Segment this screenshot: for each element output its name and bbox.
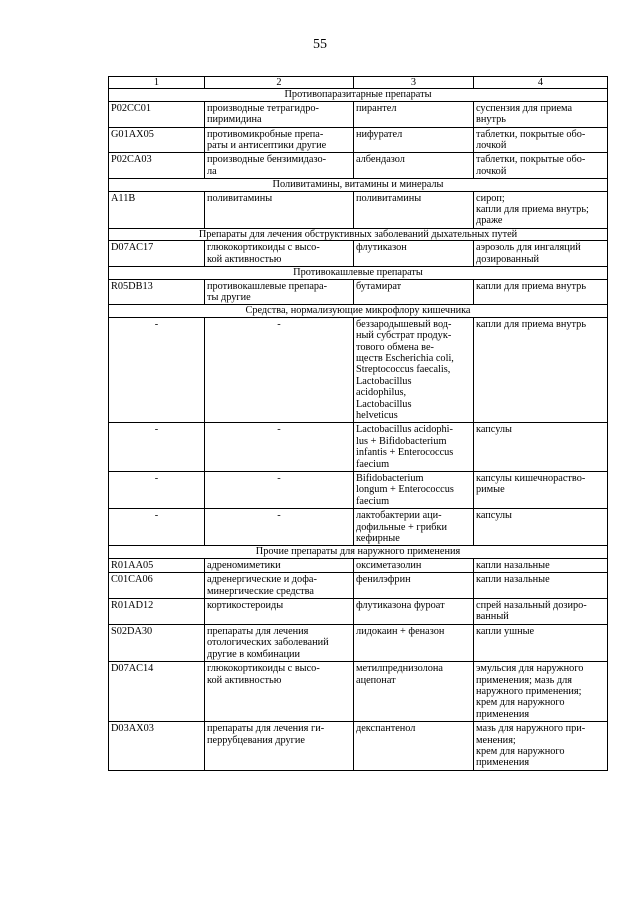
atc-code-cell: D07AC17 <box>109 241 205 267</box>
table-row <box>109 509 608 546</box>
dosage-form-cell: мазь для наружного при- менения; крем для наружного применения <box>474 722 608 771</box>
dosage-form-cell: капли для приема внутрь <box>474 279 608 305</box>
table-row <box>109 599 608 625</box>
table-row <box>109 472 608 509</box>
pharm-group-cell: кортикостероиды <box>205 599 354 625</box>
dosage-form-cell: сироп; капли для приема внутрь; драже <box>474 191 608 228</box>
column-header: 3 <box>354 77 474 89</box>
pharm-group-cell: адреномиметики <box>205 558 354 572</box>
pharm-group-cell: - <box>205 423 354 472</box>
table-row <box>109 558 608 572</box>
section-title: Препараты для лечения обструктивных заболеваний дыхательных путей <box>109 228 608 240</box>
dosage-form-cell: капсулы кишечнораство- римые <box>474 472 608 509</box>
atc-code-cell: P02CC01 <box>109 101 205 127</box>
section-title: Противокашлевые препараты <box>109 267 608 279</box>
table-row <box>109 624 608 661</box>
pharm-group-cell: - <box>205 317 354 423</box>
pharm-group-cell: глюкокортикоиды с высо- кой активностью <box>205 241 354 267</box>
dosage-form-cell: капли для приема внутрь <box>474 317 608 423</box>
pharm-group-cell: противокашлевые препара- ты другие <box>205 279 354 305</box>
column-header: 4 <box>474 77 608 89</box>
pharm-group-cell: производные тетрагидро- пиримидина <box>205 101 354 127</box>
column-header: 2 <box>205 77 354 89</box>
column-header: 1 <box>109 77 205 89</box>
pharm-group-cell: препараты для лечения отологических заболеваний другие в комбинации <box>205 624 354 661</box>
pharm-group-cell: противомикробные препа- раты и антисептики другие <box>205 127 354 153</box>
atc-code-cell: D03AX03 <box>109 722 205 771</box>
atc-code-cell: A11B <box>109 191 205 228</box>
section-title: Поливитамины, витамины и минералы <box>109 179 608 191</box>
substance-cell: фенилэфрин <box>354 573 474 599</box>
table-row <box>109 127 608 153</box>
section-row <box>109 89 608 101</box>
substance-cell: флутиказона фуроат <box>354 599 474 625</box>
atc-code-cell: C01CA06 <box>109 573 205 599</box>
pharm-group-cell: адренергические и дофа- минергические средства <box>205 573 354 599</box>
substance-cell: оксиметазолин <box>354 558 474 572</box>
pharm-group-cell: производные бензимидазо- ла <box>205 153 354 179</box>
section-row <box>109 305 608 317</box>
dosage-form-cell: таблетки, покрытые обо- лочкой <box>474 153 608 179</box>
dosage-form-cell: капсулы <box>474 509 608 546</box>
page-number: 55 <box>313 37 327 52</box>
atc-code-cell: R01AA05 <box>109 558 205 572</box>
dosage-form-cell: капли ушные <box>474 624 608 661</box>
section-row <box>109 228 608 240</box>
section-title: Средства, нормализующие микрофлору кишечника <box>109 305 608 317</box>
dosage-form-cell: капли назальные <box>474 558 608 572</box>
table-header-row <box>109 77 608 89</box>
substance-cell: лидокаин + феназон <box>354 624 474 661</box>
section-title: Прочие препараты для наружного применения <box>109 546 608 558</box>
atc-code-cell: R01AD12 <box>109 599 205 625</box>
dosage-form-cell: капсулы <box>474 423 608 472</box>
pharm-group-cell: препараты для лечения ги- перрубцевания другие <box>205 722 354 771</box>
substance-cell: декспантенол <box>354 722 474 771</box>
table-row <box>109 241 608 267</box>
atc-code-cell: - <box>109 317 205 423</box>
dosage-form-cell: суспензия для приема внутрь <box>474 101 608 127</box>
section-row <box>109 267 608 279</box>
pharm-group-cell: глюкокортикоиды с высо- кой активностью <box>205 662 354 722</box>
substance-cell: албендазол <box>354 153 474 179</box>
table-row <box>109 423 608 472</box>
section-row <box>109 179 608 191</box>
pharm-group-cell: поливитамины <box>205 191 354 228</box>
table-row <box>109 573 608 599</box>
table-row <box>109 279 608 305</box>
atc-code-cell: - <box>109 423 205 472</box>
substance-cell: Lactobacillus acidophi- lus + Bifidobacterium infantis + Enterococcus faecium <box>354 423 474 472</box>
dosage-form-cell: таблетки, покрытые обо- лочкой <box>474 127 608 153</box>
section-title: Противопаразитарные препараты <box>109 89 608 101</box>
section-row <box>109 546 608 558</box>
pharm-group-cell: - <box>205 472 354 509</box>
substance-cell: флутиказон <box>354 241 474 267</box>
dosage-form-cell: эмульсия для наружного применения; мазь для наружного применения; крем для наружного применения <box>474 662 608 722</box>
dosage-form-cell: спрей назальный дозиро- ванный <box>474 599 608 625</box>
substance-cell: лактобактерии аци- дофильные + грибки кефирные <box>354 509 474 546</box>
table-row <box>109 662 608 722</box>
pharm-group-cell: - <box>205 509 354 546</box>
substance-cell: метилпреднизолона ацепонат <box>354 662 474 722</box>
substance-cell: поливитамины <box>354 191 474 228</box>
dosage-form-cell: аэрозоль для ингаляций дозированный <box>474 241 608 267</box>
table-row <box>109 191 608 228</box>
table-row <box>109 317 608 423</box>
atc-code-cell: D07AC14 <box>109 662 205 722</box>
substance-cell: нифурател <box>354 127 474 153</box>
atc-code-cell: - <box>109 509 205 546</box>
substance-cell: пирантел <box>354 101 474 127</box>
substance-cell: беззародышевый вод- ный субстрат продук- тового обмена ве- ществ Escherichia coli, Streptococcus faecalis, Lactobacillus acidophilus, Lactobacillus helveticus <box>354 317 474 423</box>
atc-code-cell: - <box>109 472 205 509</box>
substance-cell: Bifidobacterium longum + Enterococcus faecium <box>354 472 474 509</box>
atc-code-cell: G01AX05 <box>109 127 205 153</box>
atc-code-cell: S02DA30 <box>109 624 205 661</box>
table-row <box>109 722 608 771</box>
substance-cell: бутамират <box>354 279 474 305</box>
dosage-form-cell: капли назальные <box>474 573 608 599</box>
drug-table <box>108 76 608 771</box>
table-row <box>109 101 608 127</box>
atc-code-cell: P02CA03 <box>109 153 205 179</box>
table-row <box>109 153 608 179</box>
atc-code-cell: R05DB13 <box>109 279 205 305</box>
